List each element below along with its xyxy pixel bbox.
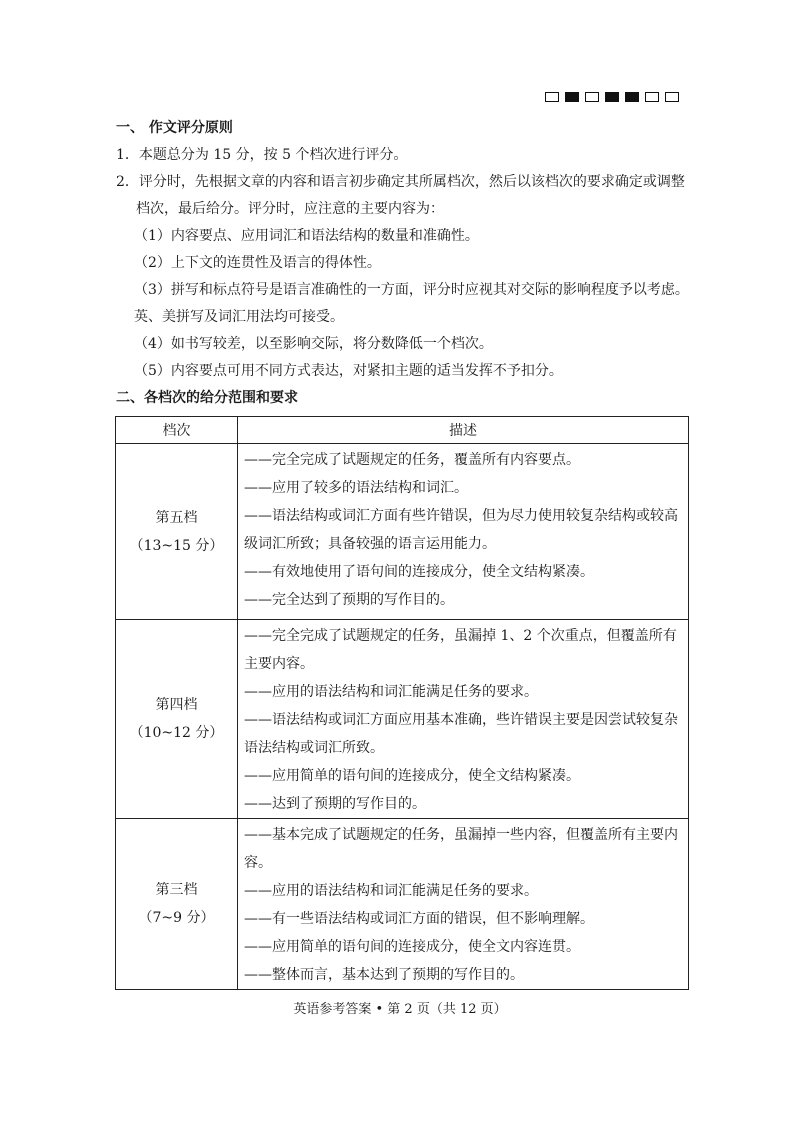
rule-point-2: （2）上下文的连贯性及语言的得体性。 bbox=[134, 255, 381, 271]
column-header-description: 描述 bbox=[238, 417, 689, 444]
filled-square-icon bbox=[605, 92, 619, 102]
rule-point-1: （1）内容要点、应用词汇和语法结构的数量和准确性。 bbox=[134, 228, 479, 244]
description-line: ——整体而言，基本达到了预期的写作目的。 bbox=[244, 967, 524, 983]
empty-square-icon bbox=[665, 92, 679, 102]
description-line: ——达到了预期的写作目的。 bbox=[244, 796, 426, 812]
rule-item-2-line2: 档次，最后给分。评分时，应注意的主要内容为： bbox=[136, 201, 444, 217]
rule-item-1: 1．本题总分为 15 分，按 5 个档次进行评分。 bbox=[116, 147, 408, 163]
level-range: （7~9 分） bbox=[138, 910, 215, 926]
description-line: ——应用简单的语句间的连接成分，使全文内容连贯。 bbox=[244, 939, 580, 955]
description-line: ——完全达到了预期的写作目的。 bbox=[244, 592, 454, 608]
table-row bbox=[116, 819, 689, 990]
description-line: ——有效地使用了语句间的连接成分，使全文结构紧凑。 bbox=[244, 564, 594, 580]
description-line: ——语法结构或词汇方面有些许错误，但为尽力使用较复杂结构或较高级词汇所致；具备较强的语言运用能力。 bbox=[244, 508, 678, 552]
level-name: 第四档 bbox=[155, 697, 198, 713]
table-row bbox=[116, 444, 689, 620]
description-cell bbox=[238, 620, 689, 819]
description-line: ——应用的语法结构和词汇能满足任务的要求。 bbox=[244, 684, 538, 700]
level-range: （10~12 分） bbox=[129, 725, 224, 741]
rule-item-2-line1: 2．评分时，先根据文章的内容和语言初步确定其所属档次，然后以该档次的要求确定或调整 bbox=[116, 174, 685, 190]
description-line: ——语法结构或词汇方面应用基本准确，些许错误主要是因尝试较复杂语法结构或词汇所致。 bbox=[244, 712, 678, 756]
description-cell bbox=[238, 444, 689, 620]
column-header-level: 档次 bbox=[116, 417, 238, 444]
grading-table bbox=[115, 416, 689, 990]
empty-square-icon bbox=[645, 92, 659, 102]
level-name: 第三档 bbox=[155, 882, 198, 898]
filled-square-icon bbox=[625, 92, 639, 102]
level-cell bbox=[116, 819, 238, 990]
description-cell bbox=[238, 819, 689, 990]
level-cell bbox=[116, 620, 238, 819]
level-range: （13~15 分） bbox=[129, 537, 224, 554]
description-line: ——应用的语法结构和词汇能满足任务的要求。 bbox=[244, 883, 538, 899]
rule-point-4: （4）如书写较差，以至影响交际，将分数降低一个档次。 bbox=[134, 336, 493, 352]
description-line: ——有一些语法结构或词汇方面的错误，但不影响理解。 bbox=[244, 911, 594, 927]
table-header-row bbox=[116, 417, 689, 444]
rule-point-5: （5）内容要点可用不同方式表达，对紧扣主题的适当发挥不予扣分。 bbox=[134, 363, 563, 379]
description-line: ——基本完成了试题规定的任务，虽漏掉一些内容，但覆盖所有主要内容。 bbox=[244, 827, 678, 871]
description-line: ——应用了较多的语法结构和词汇。 bbox=[244, 480, 468, 496]
description-line: ——应用简单的语句间的连接成分，使全文结构紧凑。 bbox=[244, 768, 580, 784]
description-line: ——完全完成了试题规定的任务，覆盖所有内容要点。 bbox=[244, 452, 580, 468]
rule-point-3: （3）拼写和标点符号是语言准确性的一方面，评分时应视其对交际的影响程度予以考虑。 bbox=[134, 282, 689, 298]
empty-square-icon bbox=[585, 92, 599, 102]
description-line: ——完全完成了试题规定的任务，虽漏掉 1、2 个次重点，但覆盖所有主要内容。 bbox=[244, 628, 677, 672]
level-cell bbox=[116, 444, 238, 620]
filled-square-icon bbox=[565, 92, 579, 102]
page-marker-boxes bbox=[545, 92, 679, 102]
table-row bbox=[116, 620, 689, 819]
empty-square-icon bbox=[545, 92, 559, 102]
section1-title: 一、 作文评分原则 bbox=[116, 120, 233, 136]
rule-point-3-cont: 英、美拼写及词汇用法均可接受。 bbox=[134, 309, 344, 325]
section2-title: 二、各档次的给分范围和要求 bbox=[116, 390, 298, 406]
level-name: 第五档 bbox=[155, 509, 198, 526]
page-footer: 英语参考答案 • 第 2 页（共 12 页） bbox=[293, 1002, 507, 1017]
